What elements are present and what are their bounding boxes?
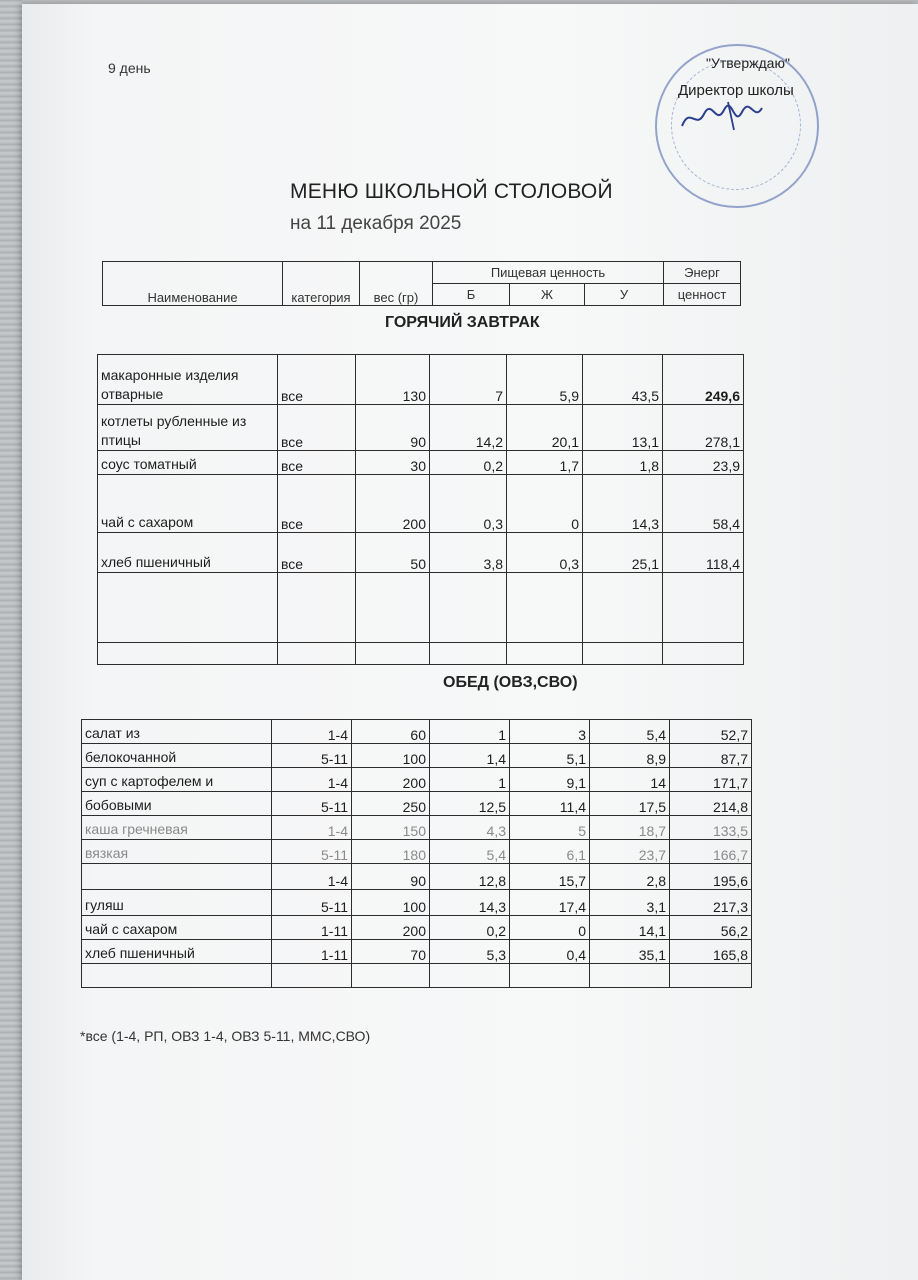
signature-icon (676, 96, 766, 136)
background-edge (0, 0, 22, 1280)
header-energy-top: Энерг (664, 262, 741, 284)
dish-fat: 17,4 (510, 890, 590, 916)
header-b: Б (433, 284, 510, 306)
dish-carbs: 14,3 (583, 475, 663, 533)
dish-name: каша гречневая (82, 816, 272, 840)
dish-energy: 56,2 (670, 916, 752, 940)
dish-weight: 30 (356, 451, 430, 475)
empty-row (98, 573, 744, 643)
table-row (82, 744, 752, 768)
table-row (82, 890, 752, 916)
dish-name: соус томатный (98, 451, 278, 475)
dish-energy: 166,7 (670, 840, 752, 864)
dish-energy: 195,6 (670, 864, 752, 890)
dish-carbs: 43,5 (583, 355, 663, 405)
table-row (98, 475, 744, 533)
dish-weight: 60 (352, 720, 430, 744)
dish-category: все (278, 475, 356, 533)
dish-protein: 0,2 (430, 451, 507, 475)
empty-row (82, 964, 752, 988)
dish-energy: 133,5 (670, 816, 752, 840)
dish-protein: 12,5 (430, 792, 510, 816)
day-label: 9 день (108, 60, 151, 76)
dish-category: 5-11 (272, 744, 352, 768)
dish-name: чай с сахаром (82, 916, 272, 940)
header-energy-bottom: ценност (664, 284, 741, 306)
dish-name: котлеты рубленные из птицы (98, 405, 278, 451)
dish-energy: 217,3 (670, 890, 752, 916)
dish-category: 1-11 (272, 916, 352, 940)
dish-weight: 200 (352, 768, 430, 792)
table-row (82, 916, 752, 940)
dish-fat: 5,1 (510, 744, 590, 768)
table-row (98, 355, 744, 405)
dish-carbs: 23,7 (590, 840, 670, 864)
dish-energy: 171,7 (670, 768, 752, 792)
dish-protein: 0,3 (430, 475, 507, 533)
dish-weight: 90 (352, 864, 430, 890)
dish-energy: 165,8 (670, 940, 752, 964)
dish-category: 1-4 (272, 864, 352, 890)
breakfast-table (97, 354, 744, 665)
dish-fat: 5,9 (507, 355, 583, 405)
dish-name: салат из (82, 720, 272, 744)
dish-carbs: 25,1 (583, 533, 663, 573)
table-row (82, 816, 752, 840)
dish-weight: 180 (352, 840, 430, 864)
table-row (98, 405, 744, 451)
header-weight: вес (гр) (360, 262, 433, 306)
dish-protein: 1 (430, 768, 510, 792)
dish-protein: 12,8 (430, 864, 510, 890)
breakfast-title: ГОРЯЧИЙ ЗАВТРАК (385, 314, 540, 331)
table-row (98, 533, 744, 573)
dish-fat: 0,4 (510, 940, 590, 964)
dish-name: макаронные изделия отварные (98, 355, 278, 405)
dish-name: гуляш (82, 890, 272, 916)
dish-weight: 70 (352, 940, 430, 964)
dish-protein: 14,2 (430, 405, 507, 451)
dish-category: 1-4 (272, 720, 352, 744)
dish-fat: 1,7 (507, 451, 583, 475)
dish-energy: 58,4 (663, 475, 744, 533)
lunch-title: ОБЕД (ОВЗ,СВО) (443, 674, 578, 691)
dish-weight: 50 (356, 533, 430, 573)
dish-category: 5-11 (272, 840, 352, 864)
dish-protein: 5,4 (430, 840, 510, 864)
dish-carbs: 13,1 (583, 405, 663, 451)
dish-carbs: 5,4 (590, 720, 670, 744)
dish-carbs: 17,5 (590, 792, 670, 816)
dish-energy: 87,7 (670, 744, 752, 768)
dish-fat: 9,1 (510, 768, 590, 792)
table-row (82, 940, 752, 964)
dish-fat: 3 (510, 720, 590, 744)
header-nutrition: Пищевая ценность (433, 262, 664, 284)
dish-carbs: 14,1 (590, 916, 670, 940)
dish-name: бобовыми (82, 792, 272, 816)
dish-name: чай с сахаром (98, 475, 278, 533)
page-date: на 11 декабря 2025 (290, 213, 462, 234)
dish-name (82, 864, 272, 890)
dish-category: все (278, 405, 356, 451)
dish-category: все (278, 533, 356, 573)
dish-category: 1-11 (272, 940, 352, 964)
table-row (82, 720, 752, 744)
dish-name: хлеб пшеничный (82, 940, 272, 964)
dish-weight: 200 (356, 475, 430, 533)
dish-protein: 5,3 (430, 940, 510, 964)
dish-carbs: 8,9 (590, 744, 670, 768)
empty-row (98, 643, 744, 665)
dish-category: 5-11 (272, 792, 352, 816)
dish-name: вязкая (82, 840, 272, 864)
dish-protein: 14,3 (430, 890, 510, 916)
dish-weight: 130 (356, 355, 430, 405)
dish-category: 1-4 (272, 816, 352, 840)
header-category: категория (283, 262, 360, 306)
dish-energy: 52,7 (670, 720, 752, 744)
table-row (82, 864, 752, 890)
dish-weight: 100 (352, 890, 430, 916)
dish-protein: 4,3 (430, 816, 510, 840)
dish-weight: 90 (356, 405, 430, 451)
dish-energy: 249,6 (663, 355, 744, 405)
dish-fat: 11,4 (510, 792, 590, 816)
dish-carbs: 14 (590, 768, 670, 792)
dish-energy: 23,9 (663, 451, 744, 475)
dish-fat: 0 (510, 916, 590, 940)
dish-carbs: 3,1 (590, 890, 670, 916)
dish-energy: 278,1 (663, 405, 744, 451)
dish-category: все (278, 355, 356, 405)
dish-fat: 20,1 (507, 405, 583, 451)
dish-name: белокочанной (82, 744, 272, 768)
director-title: Директор школы (678, 82, 794, 99)
dish-carbs: 18,7 (590, 816, 670, 840)
dish-weight: 100 (352, 744, 430, 768)
dish-protein: 0,2 (430, 916, 510, 940)
dish-protein: 7 (430, 355, 507, 405)
dish-category: 5-11 (272, 890, 352, 916)
table-row (82, 840, 752, 864)
dish-fat: 0,3 (507, 533, 583, 573)
dish-weight: 150 (352, 816, 430, 840)
dish-energy: 118,4 (663, 533, 744, 573)
table-row (82, 792, 752, 816)
dish-fat: 6,1 (510, 840, 590, 864)
table-row (98, 451, 744, 475)
footnote: *все (1-4, РП, ОВЗ 1-4, ОВЗ 5-11, ММС,СВО) (80, 1028, 371, 1044)
dish-protein: 3,8 (430, 533, 507, 573)
dish-weight: 250 (352, 792, 430, 816)
dish-protein: 1 (430, 720, 510, 744)
header-name: Наименование (103, 262, 283, 306)
dish-name: хлеб пшеничный (98, 533, 278, 573)
dish-category: все (278, 451, 356, 475)
page-title: МЕНЮ ШКОЛЬНОЙ СТОЛОВОЙ (290, 180, 613, 203)
lunch-table (81, 719, 752, 988)
dish-carbs: 1,8 (583, 451, 663, 475)
header-zh: Ж (510, 284, 585, 306)
dish-fat: 0 (507, 475, 583, 533)
dish-name: суп с картофелем и (82, 768, 272, 792)
header-u: У (585, 284, 664, 306)
table-row (82, 768, 752, 792)
dish-fat: 15,7 (510, 864, 590, 890)
dish-carbs: 2,8 (590, 864, 670, 890)
dish-energy: 214,8 (670, 792, 752, 816)
dish-weight: 200 (352, 916, 430, 940)
dish-carbs: 35,1 (590, 940, 670, 964)
approval-text: "Утверждаю" (706, 55, 790, 71)
dish-fat: 5 (510, 816, 590, 840)
dish-protein: 1,4 (430, 744, 510, 768)
header-table (102, 261, 741, 306)
dish-category: 1-4 (272, 768, 352, 792)
